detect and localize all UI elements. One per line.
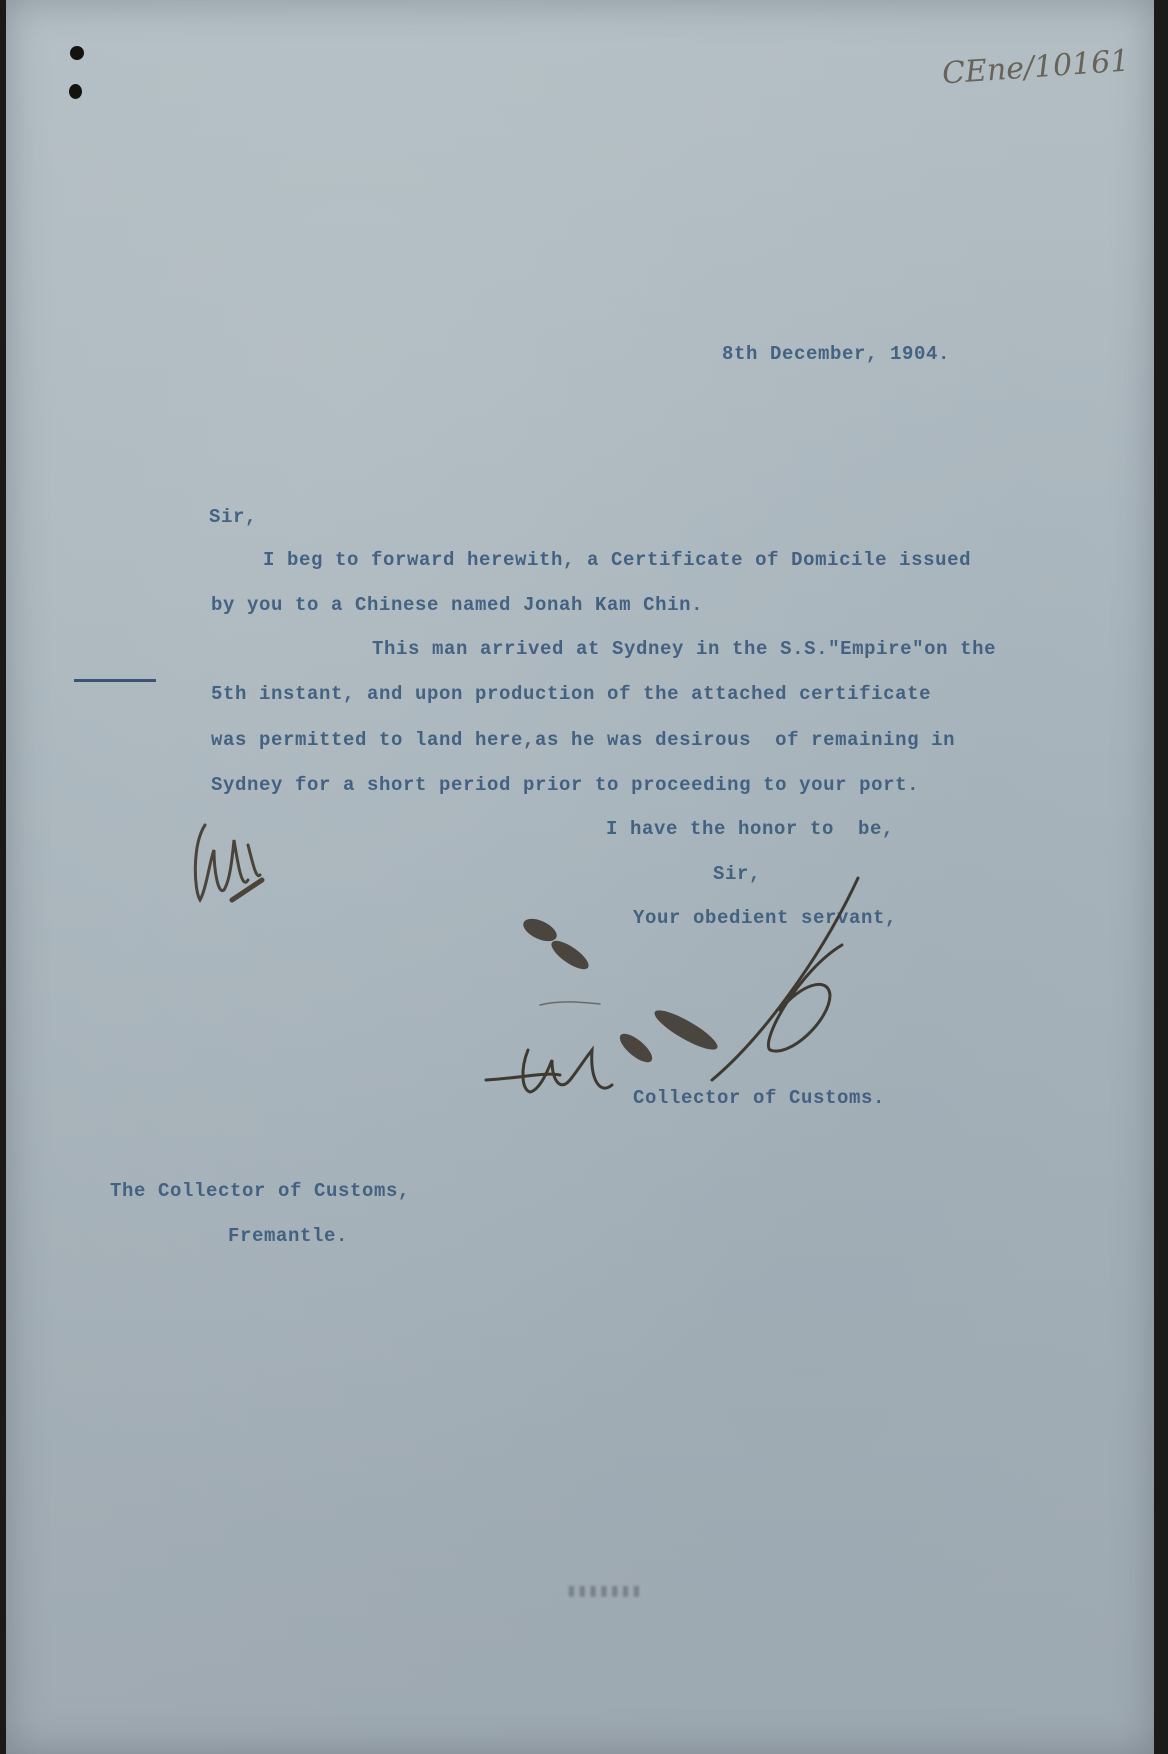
ink-smudges: [520, 914, 722, 1067]
addressee-city: Fremantle.: [228, 1225, 349, 1247]
salutation: Sir,: [209, 506, 258, 528]
body-line: I beg to forward herewith, a Certificate of Domicile issued: [263, 549, 972, 571]
body-line: Sydney for a short period prior to proceeding to your port.: [211, 774, 920, 796]
letter-date: 8th December, 1904.: [722, 343, 951, 365]
addressee-line: The Collector of Customs,: [110, 1180, 411, 1202]
body-line: was permitted to land here,as he was desirous of remaining in: [211, 729, 956, 751]
closing-salutation: Sir,: [713, 863, 762, 885]
closing-line: I have the honor to be,: [606, 818, 895, 840]
signature: [486, 878, 858, 1092]
margin-initials: [195, 825, 262, 900]
faint-stamp: ▮▮▮▮▮▮▮: [566, 1582, 642, 1602]
closing-servant: Your obedient servant,: [633, 907, 898, 929]
reference-note: CEne/10161: [941, 43, 1131, 92]
body-line: by you to a Chinese named Jonah Kam Chin.: [211, 594, 704, 616]
body-line: This man arrived at Sydney in the S.S."Empire"on the: [372, 638, 997, 660]
body-line: 5th instant, and upon production of the attached certificate: [211, 683, 932, 705]
signature-title: Collector of Customs.: [633, 1087, 886, 1109]
